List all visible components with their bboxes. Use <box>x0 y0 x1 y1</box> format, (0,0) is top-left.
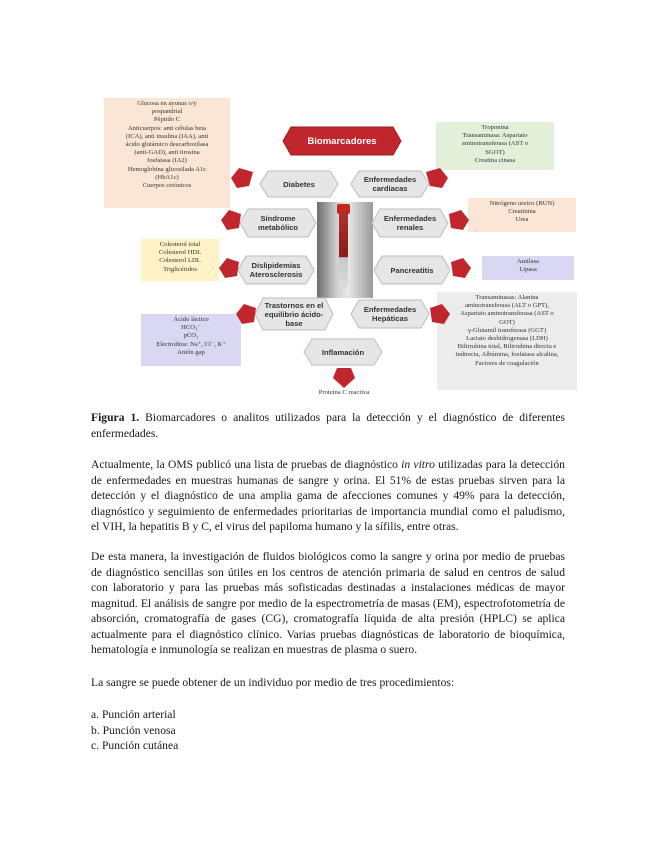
acid-base-biomarker-box <box>141 314 241 366</box>
hexagon-label <box>303 338 383 366</box>
diabetes-biomarker-box <box>104 98 230 208</box>
box-line: Urea <box>515 216 529 224</box>
box-line: Colesterol LDL <box>159 257 201 265</box>
arrow-to-renal-box <box>449 210 469 235</box>
hex-inflamacion <box>303 338 383 366</box>
pancreas-biomarker-box <box>482 256 574 280</box>
box-line: (anti-GAD), anti tirosina <box>134 149 200 157</box>
biomarker-figure <box>104 92 582 397</box>
hexagon-label-line: Enfermedades <box>383 214 437 223</box>
box-line: (HbA1c) <box>155 173 179 181</box>
renal-biomarker-box <box>468 198 576 232</box>
hexagon-label <box>373 255 451 285</box>
box-line: Factores de coagulación <box>475 359 539 367</box>
hexagon-label-line: Diabetes <box>283 179 315 189</box>
box-line: fosfatasa (IA2) <box>147 157 187 165</box>
hex-dislipidemias <box>237 255 315 285</box>
hexagon-label-line: base <box>285 318 303 328</box>
box-line: Péptido C <box>153 116 181 124</box>
hexagon-label <box>282 126 402 156</box>
hexagon-label-line: renales <box>396 223 424 232</box>
box-line: GOT) <box>499 318 515 326</box>
box-line: pCO₂ <box>183 332 199 340</box>
box-line: Creatinina <box>508 208 536 216</box>
hexagon-label <box>254 297 334 331</box>
paragraph-fluidos: De esta manera, la investigación de fluidos biológicos como la sangre y orina por medio de pruebas de diagnóstico sencillas son útiles en los centros de atención primaria de salud en centros de salud con laboratorio y para las pruebas más sofisticadas destinadas a instalaciones médicas de mayor magnitud. El análisis de sangre por medio de la espectrometría de masas (EM), espectrofotometría de absorción, cromatografía de gases (CG), cromatografía líquida de alta presión (HPLC) se aplica actualmente para el diagnóstico clínico. Varias pruebas diagnósticas de laboratorio de bioquímica, hematología e inmunología se realizan en muestras de plasma o suero. <box>91 550 565 656</box>
hexagon-label-line: cardíacas <box>372 184 408 193</box>
arrow-to-acid-box <box>236 304 256 329</box>
box-line: pospandrial <box>151 108 183 116</box>
box-line: Bilirrubina total, Bilirrubina directa e <box>457 343 557 351</box>
box-line: ácido glutámico descarboxilasa <box>125 141 209 149</box>
hexagon-label-line: Aterosclerosis <box>249 270 303 279</box>
figure-caption <box>91 410 565 441</box>
paragraph-procedimientos: La sangre se puede obtener de un individuo por medio de tres procedimientos: <box>91 676 455 689</box>
box-line: aminotransferasa (AST o <box>461 140 529 148</box>
box-line: Transaminasa: Aspartato <box>462 132 528 140</box>
hexagon-label <box>350 170 430 198</box>
hex-enfermedades-hepaticas <box>350 299 430 329</box>
hexagon-label-line: equilibrio ácido- <box>264 309 324 319</box>
list-item: b. Punción venosa <box>91 723 176 737</box>
paragraph-oms-part2: utilizadas para la detección de enfermedades en muestras humanas de sangre y orina. El 51% de estas pruebas sirven para la detección y el diagnóstico de una amplia gama de afecciones comunes y 49% para la detección, diagnóstico y seguimiento de enfermedades prioritarias de importancia mundial como el paludismo, el VIH, la hepatitis B y C, el virus del papiloma humano y la sífilis, entre otras. <box>91 458 565 533</box>
hex-pancreatitis <box>373 255 451 285</box>
hexagon-label-line: Enfermedades <box>363 305 417 314</box>
box-line: Troponina <box>481 124 509 131</box>
box-line: Glucosa en ayunas o/y <box>137 100 197 107</box>
blood-tube-photo <box>317 202 373 298</box>
box-line: Amilasa <box>517 258 539 265</box>
hex-diabetes <box>259 170 339 198</box>
box-line: Nitrógeno ureico (BUN) <box>489 200 555 207</box>
arrow-to-diabetes-box <box>231 168 253 193</box>
box-line: indirecta, Albúmina, fosfatasa alcalina, <box>455 351 559 359</box>
box-line: SGOT) <box>485 148 505 156</box>
box-line: (ICA), anti insulina (IAA), anti <box>125 132 209 140</box>
box-line: aminotransferasa (ALT o GPT), <box>465 302 549 310</box>
hexagon-label-line: Biomarcadores <box>307 135 377 147</box>
box-line: Colesterol total <box>159 241 201 248</box>
hex-sindrome-metabolico <box>239 208 317 238</box>
hexagon-label-line: Inflamación <box>321 347 365 357</box>
hexagon-label-line: Enfermedades <box>363 175 417 184</box>
box-line: Electrolitos: Na⁺, Cl⁻, K⁺ <box>156 340 226 348</box>
hexagon-label-line: Síndrome <box>260 214 296 223</box>
tube-cap <box>337 204 350 214</box>
box-line: Anticuerpos: anti células beta <box>127 124 207 132</box>
box-line: Lipasa <box>519 266 537 274</box>
hexagon-label <box>259 170 339 198</box>
box-line: Lactato deshidrogenasa (LDH) <box>466 335 548 343</box>
hexagon-label-line: metabólico <box>257 223 299 232</box>
hexagon-label-line: Trastornos en el <box>264 300 324 310</box>
box-line: Triglicéridos <box>163 265 197 273</box>
arrow-from-sindrome <box>221 210 241 235</box>
hexagon-label-line: Dislipidemias <box>251 261 301 270</box>
paragraph-oms <box>91 457 565 535</box>
box-line: Anión gap <box>177 348 205 356</box>
box-line: Colesterol HDL <box>158 249 202 257</box>
inflammation-biomarker-label: Proteína C reactiva <box>318 389 370 396</box>
arrow-to-cardiac-box <box>426 168 448 193</box>
liver-biomarker-box <box>437 292 577 390</box>
arrow-to-liver-box <box>430 304 450 329</box>
box-line: γ-Glutamil transferasa (GGT) <box>467 326 547 334</box>
figure-caption-label: Figura 1. <box>91 411 140 424</box>
list-item: a. Punción arterial <box>91 708 176 721</box>
box-line: Transaminasas: Alanina <box>475 294 539 301</box>
hexagon-label <box>237 255 315 285</box>
procedure-list <box>91 707 178 754</box>
box-line: Ácido láctico <box>173 316 209 323</box>
box-line: Hemoglobina glicosilada A1c <box>127 165 207 173</box>
box-line: Creatina cinasa <box>474 156 516 164</box>
hex-enfermedades-cardiacas <box>350 170 430 198</box>
figure-caption-text: Biomarcadores o analitos utilizados para la detección y el diagnóstico de diferentes enfermedades. <box>91 411 565 440</box>
hexagon-label <box>371 208 449 238</box>
hex-enfermedades-renales <box>371 208 449 238</box>
box-line: Aspartato aminotransferasa (AST o <box>460 310 554 318</box>
hexagon-label <box>239 208 317 238</box>
lipid-biomarker-box <box>141 239 219 281</box>
hex-trastornos-acido-base <box>254 297 334 331</box>
hexagon-label-line: Hepáticas <box>372 314 408 323</box>
cardiac-biomarker-box <box>436 122 554 170</box>
paragraph-oms-italic: in vitro <box>401 458 435 471</box>
hexagon-label <box>350 299 430 329</box>
hexagon-label-line: Pancreatitis <box>390 265 434 275</box>
arrow-to-pancreas-box <box>451 258 471 283</box>
blood-tube <box>339 210 348 288</box>
box-line: Cuerpos cetónicos <box>142 182 192 190</box>
hex-biomarcadores <box>282 126 402 156</box>
box-line: HCO₃⁻ <box>181 324 201 332</box>
list-item: c. Punción cutánea <box>91 739 179 752</box>
paragraph-oms-part1: Actualmente, la OMS publicó una lista de pruebas de diagnóstico <box>91 458 402 471</box>
arrow-to-lipid-box <box>219 258 239 283</box>
